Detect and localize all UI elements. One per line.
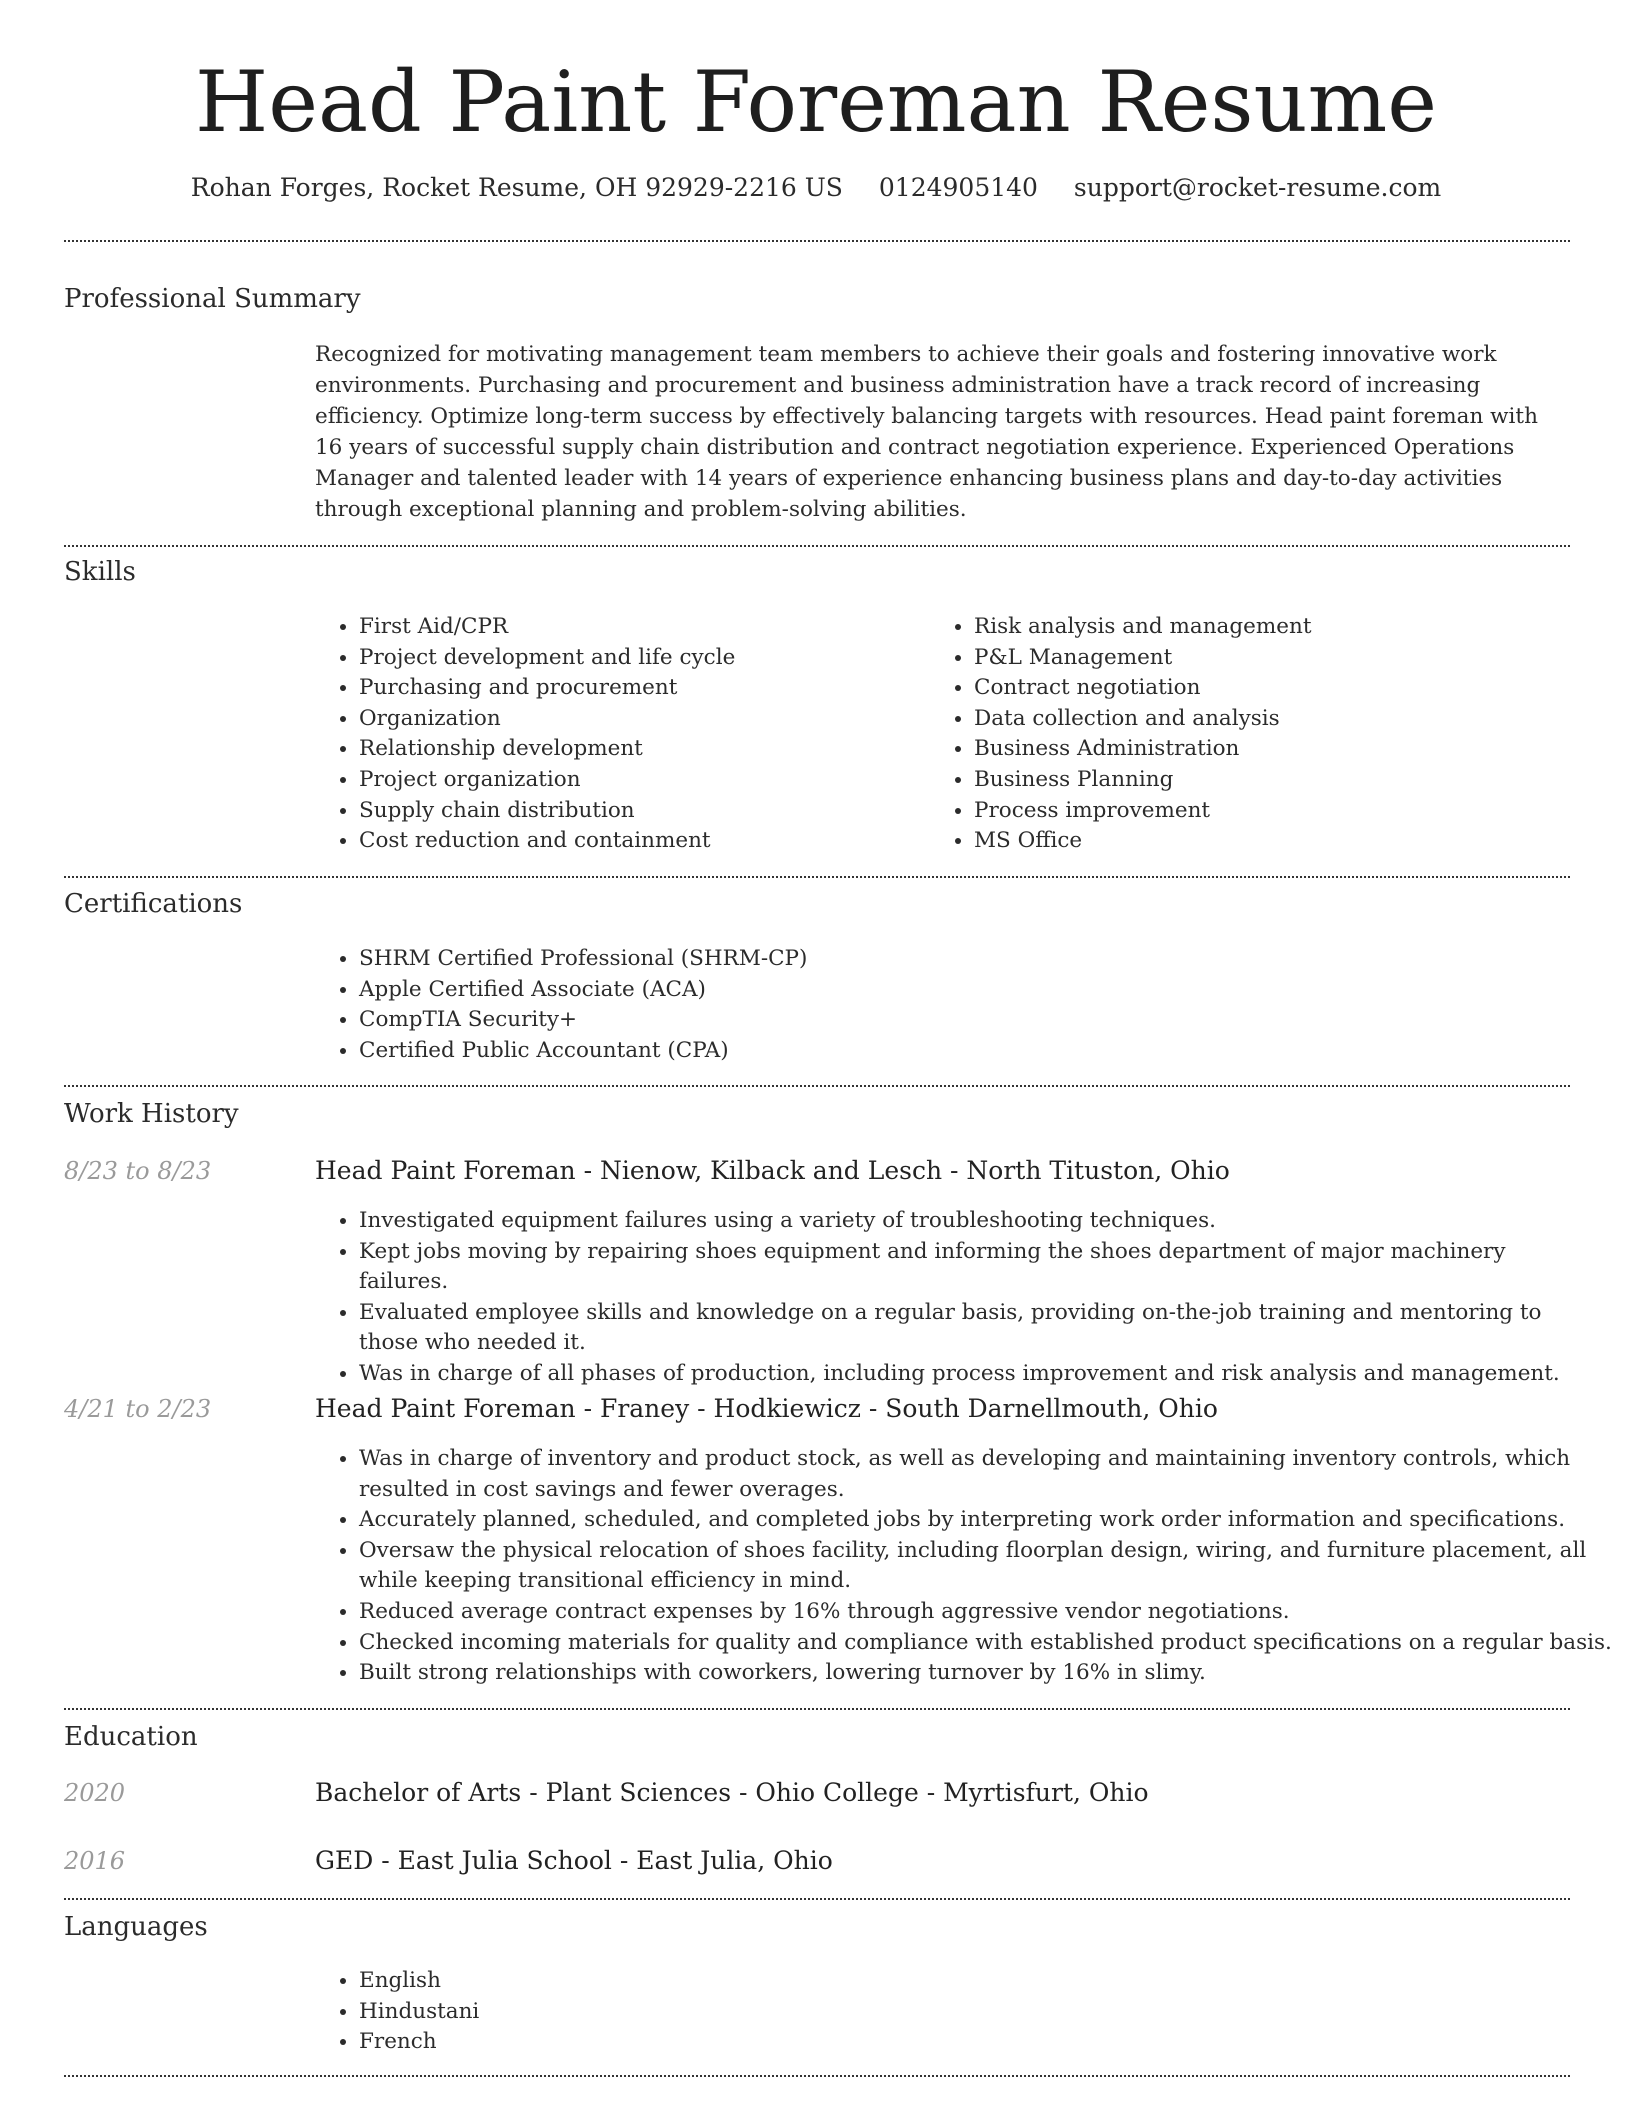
education-entry: Bachelor of Arts - Plant Sciences - Ohio College - Myrtisfurt, Ohio [315, 1778, 1149, 1807]
certification-item: • Certified Public Accountant (CPA) [359, 1036, 1559, 1067]
skill-item: • Organization [359, 704, 919, 735]
skill-item: • Risk analysis and management [974, 612, 1574, 643]
skill-item: • P&L Management [974, 643, 1574, 674]
work-heading: Work History [64, 1099, 239, 1129]
education-year: 2016 [64, 1847, 126, 1875]
job-bullet: • Checked incoming materials for quality and compliance with established product specifications on a regular basis. [359, 1628, 1614, 1659]
divider [64, 2075, 1570, 2077]
education-year: 2020 [64, 1779, 126, 1807]
languages-heading: Languages [64, 1912, 208, 1942]
job-bullet: • Investigated equipment failures using a variety of troubleshooting techniques. [359, 1206, 1574, 1237]
skill-item: • Contract negotiation [974, 673, 1574, 704]
skill-item: • Project organization [359, 765, 919, 796]
skill-item: • Relationship development [359, 734, 919, 765]
summary-text: Recognized for motivating management team members to achieve their goals and fostering innovative work environments. Purchasing and procurement and business administration have a track record of increasing efficiency. Optimize long-term success by effectively balancing targets with resources. Head paint foreman with 16 years of successful supply chain distribution and contract negotiation experience. Experienced Operations Manager and talented leader with 14 years of experience enhancing business plans and day-to-day activities through exceptional planning and problem-solving abilities. [315, 342, 1538, 522]
job-title: Head Paint Foreman - Nienow, Kilback and Lesch - North Tituston, Ohio [315, 1156, 1230, 1185]
job-bullet: • Was in charge of all phases of production, including process improvement and risk analysis and management. [359, 1359, 1574, 1390]
divider [64, 545, 1570, 547]
skill-item: • Business Planning [974, 765, 1574, 796]
certification-item: • Apple Certified Associate (ACA) [359, 975, 1559, 1006]
job-bullet: • Evaluated employee skills and knowledge on a regular basis, providing on-the-job training and mentoring to those who needed it. [359, 1298, 1574, 1359]
skills-heading: Skills [64, 557, 136, 587]
certifications-heading: Certifications [64, 889, 243, 919]
skill-item: • Purchasing and procurement [359, 673, 919, 704]
job-bullet: • Kept jobs moving by repairing shoes equipment and informing the shoes department of major machinery failures. [359, 1237, 1574, 1298]
skills-list-right [930, 612, 1574, 857]
language-item: • English [359, 1966, 1159, 1997]
contact-phone: 0124905140 [878, 173, 1038, 202]
divider [64, 1085, 1570, 1087]
contact-line [0, 170, 1632, 206]
skill-item: • Supply chain distribution [359, 796, 919, 827]
job-bullets [315, 1444, 1614, 1689]
skills-list-left [315, 612, 919, 857]
job-dates: 4/21 to 2/23 [64, 1395, 212, 1423]
job-bullet: • Built strong relationships with coworkers, lowering turnover by 16% in slimy. [359, 1658, 1614, 1689]
skill-item: • Project development and life cycle [359, 643, 919, 674]
skill-item: • First Aid/CPR [359, 612, 919, 643]
skill-item: • Cost reduction and containment [359, 826, 919, 857]
summary-heading: Professional Summary [64, 284, 361, 314]
resume-title: Head Paint Foreman Resume [195, 53, 1437, 151]
skill-item: • Business Administration [974, 734, 1574, 765]
language-item: • Hindustani [359, 1997, 1159, 2028]
certification-item: • SHRM Certified Professional (SHRM-CP) [359, 944, 1559, 975]
education-entry: GED - East Julia School - East Julia, Ohio [315, 1846, 833, 1875]
certifications-list [315, 944, 1559, 1066]
certification-item: • CompTIA Security+ [359, 1005, 1559, 1036]
skill-item: • Data collection and analysis [974, 704, 1574, 735]
contact-email: support@rocket-resume.com [1073, 173, 1442, 202]
divider [64, 1708, 1570, 1710]
divider [64, 1898, 1570, 1900]
skill-item: • Process improvement [974, 796, 1574, 827]
job-bullet: • Reduced average contract expenses by 16% through aggressive vendor negotiations. [359, 1597, 1614, 1628]
divider [64, 240, 1570, 242]
job-bullet: • Accurately planned, scheduled, and completed jobs by interpreting work order information and specifications. [359, 1505, 1614, 1536]
job-dates: 8/23 to 8/23 [64, 1157, 212, 1185]
languages-list [315, 1966, 1159, 2058]
language-item: • French [359, 2027, 1159, 2058]
job-bullets [315, 1206, 1574, 1390]
skill-item: • MS Office [974, 826, 1574, 857]
contact-address: Rohan Forges, Rocket Resume, OH 92929-2216 US [190, 173, 843, 202]
education-heading: Education [64, 1722, 198, 1752]
job-title: Head Paint Foreman - Franey - Hodkiewicz - South Darnellmouth, Ohio [315, 1394, 1218, 1423]
job-bullet: • Oversaw the physical relocation of shoes facility, including floorplan design, wiring, and furniture placement, all while keeping transitional efficiency in mind. [359, 1536, 1614, 1597]
divider [64, 876, 1570, 878]
job-bullet: • Was in charge of inventory and product stock, as well as developing and maintaining inventory controls, which resulted in cost savings and fewer overages. [359, 1444, 1614, 1505]
